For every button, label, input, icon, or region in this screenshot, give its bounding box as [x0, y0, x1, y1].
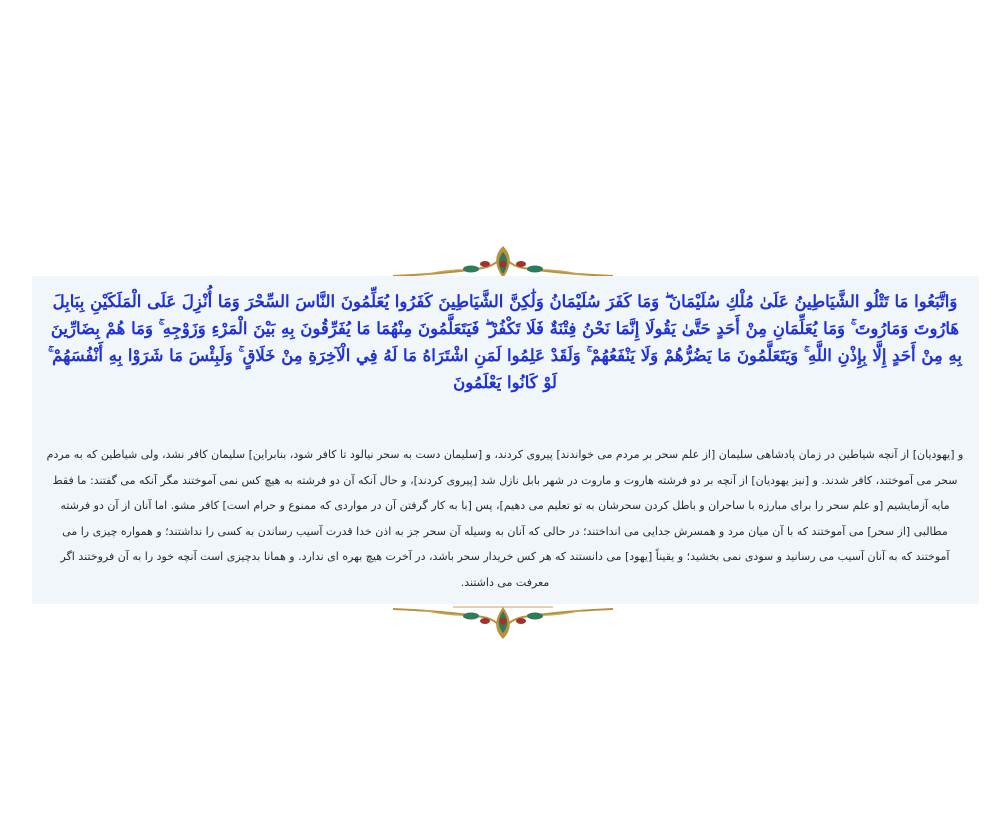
persian-translation-text: و [یهودیان] از آنچه شیاطین در زمان پادشاهی سلیمان [از علم سحر بر مردم می خواندند] پیروی کردند، و [سلیمان دست به سحر نیالود تا کافر شود، بنابراین] سلیمان کافر نشد، ولی شیاطین که به مردم سحر می آموختند، کافر شدند. و [نیز یهودیان] از آنچه بر دو فرشته هاروت و ماروت در شهر بابل نازل شد [پیروی کردند]، و حال آنکه آن دو فرشته به هیچ کس نمی آموختند مگر آنکه می گفتند: ما فقط مایه آزمایشیم [و علم سحر را برای مبارزه با ساحران و باطل کردن سحرشان به تو تعلیم می دهیم]، پس [با به کار گرفتن آن در مواردی که ممنوع و حرام است] کافر مشو. اما آنان از آن دو فرشته مطالبی [از سحر] می آموختند که با آن میان مرد و همسرش جدایی می انداختند؛ در حالی که آنان به وسیله آن سحر جز به اذن خدا قدرت آسیب رساندن به کسی را نداشتند؛ و همواره چیزی را می آموختند که به آنان آسیب می رسانید و سودی نمی بخشید؛ و یقیناً [یهود] می دانستند که هر کس خریدار سحر باشد، در آخرت هیچ بهره ای ندارد. و همانا بدچیزی است آنچه خود را به آن فروختند اگر معرفت می داشتند.	[46, 448, 964, 589]
bottom-floral-ornament-icon	[383, 603, 623, 641]
quran-verse-text: وَاتَّبَعُوا مَا تَتْلُو الشَّيَاطِينُ عَلَىٰ مُلْكِ سُلَيْمَانَ ۖ وَمَا كَفَرَ سُلَيْمَانُ وَلَٰكِنَّ الشَّيَاطِينَ كَفَرُوا يُعَلِّمُونَ النَّاسَ السِّحْرَ وَمَا أُنْزِلَ عَلَى الْمَلَكَيْنِ بِبَابِلَ هَارُوتَ وَمَارُوتَ ۚ وَمَا يُعَلِّمَانِ مِنْ أَحَدٍ حَتَّىٰ يَقُولَا إِنَّمَا نَحْنُ فِتْنَةٌ فَلَا تَكْفُرْ ۖ فَيَتَعَلَّمُونَ مِنْهُمَا مَا يُفَرِّقُونَ بِهِ بَيْنَ الْمَرْءِ وَزَوْجِهِ ۚ وَمَا هُمْ بِضَارِّينَ بِهِ مِنْ أَحَدٍ إِلَّا بِإِذْنِ اللَّهِ ۚ وَيَتَعَلَّمُونَ مَا يَضُرُّهُمْ وَلَا يَنْفَعُهُمْ ۚ وَلَقَدْ عَلِمُوا لَمَنِ اشْتَرَاهُ مَا لَهُ فِي الْآخِرَةِ مِنْ خَلَاقٍ ۚ وَلَبِئْسَ مَا شَرَوْا بِهِ أَنْفُسَهُمْ ۚ لَوْ كَانُوا يَعْلَمُونَ	[48, 292, 962, 392]
